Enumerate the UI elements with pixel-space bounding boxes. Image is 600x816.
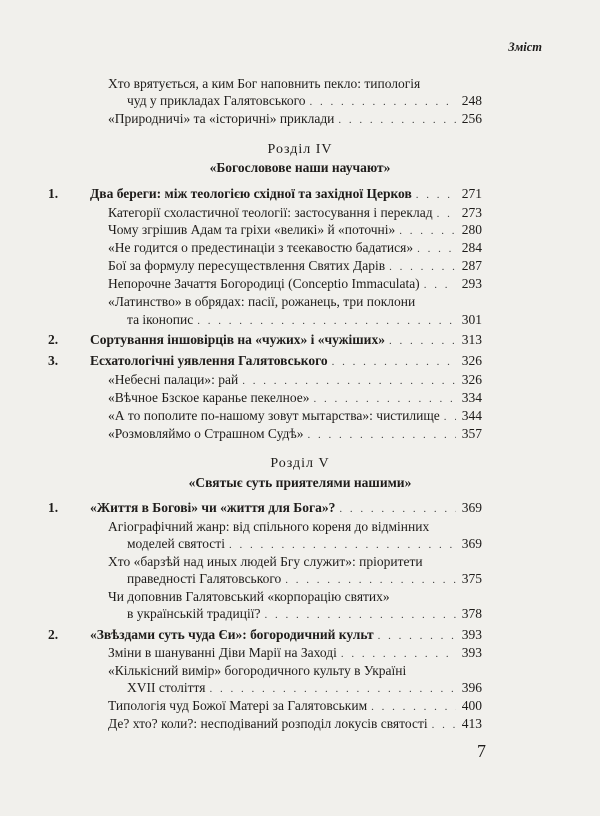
page-number: 301 [461,312,482,327]
page-number: 287 [461,258,482,273]
toc-entry-line: Хто врятується, а ким Бог наповнить пекло: типологія [108,76,421,91]
page-number: 248 [461,93,482,108]
page-number: 375 [461,571,482,586]
toc-entry: Чому згрішив Адам та гріхи «великі» й «поточні» . . . 280 [108,222,482,239]
toc-entry: та іконопис . . . 301 [127,312,482,329]
toc-section: 3. Есхатологічні уявлення Галятовського . . . 326 [90,353,482,370]
toc-entry-line: Агіографічний жанр: від спільного кореня до відмінних [108,519,430,534]
page-number: 357 [461,426,482,441]
page-number: 313 [461,332,482,347]
toc-entry: праведності Галятовського . . . 375 [127,571,482,588]
toc-entry: Типологія чуд Божої Матері за Галятовським . . . 400 [108,698,482,715]
page-number: 334 [461,390,482,405]
toc-section: 1. Два береги: між теологією східної та західної Церков . . . 271 [90,186,482,203]
toc-entry: Зміни в шануванні Діви Марії на Заході . . . 393 [108,645,482,662]
toc-entry-line: «Кількісний вимір» богородичного культу в Україні [108,663,407,678]
part-label: Розділ IV [267,142,333,157]
section-number: 2. [48,627,59,642]
section-number: 1. [48,500,59,515]
page-number: 369 [461,536,482,551]
toc-section: 2. Сортування іншовірців на «чужих» і «чужіших» . . . 313 [90,332,482,349]
toc-entry: Де? хто? коли?: несподіваний розподіл локусів святості . . . 413 [108,716,482,733]
section-number: 2. [48,332,59,347]
page-number: 369 [461,500,482,515]
page-number: 280 [461,222,482,237]
section-number: 3. [48,353,59,368]
toc-section: 1. «Життя в Богові» чи «життя для Бога»? . . . 369 [90,500,482,517]
toc-entry-line: Чи доповнив Галятовський «корпорацію святих» [108,589,390,604]
page-number: 271 [461,186,482,201]
toc-entry: XVII століття . . . 396 [127,680,482,697]
page-number: 393 [461,645,482,660]
folio-page-number: 7 [477,741,486,761]
toc-section: 2. «Звѣздами суть чуда Єи»: богородичний культ . . . 393 [90,627,482,644]
part-title: «Богословове наши научают» [209,160,391,175]
page-number: 326 [461,372,482,387]
running-head: Зміст [508,40,542,54]
toc-entry: Бої за формулу пересуществлення Святих Дарів . . . 287 [108,258,482,275]
toc-entry: моделей святості . . . 369 [127,536,482,553]
page-number: 413 [461,716,482,731]
toc-entry-line: Хто «барзѣй над иных людей Бгу служит»: пріоритети [108,554,423,569]
toc-entry: чуд у прикладах Галятовського . . . 248 [127,93,482,110]
part-label: Розділ V [270,456,330,471]
toc-entry: Категорії схоластичної теології: застосування і переклад . . . 273 [108,205,482,222]
toc-entry: «Природничі» та «історичні» приклади . . . 256 [108,111,482,128]
page-number: 378 [461,606,482,621]
page-number: 284 [461,240,482,255]
toc-entry: «Розмовляймо о Страшном Судѣ» . . . 357 [108,426,482,443]
toc-entry: «Вѣчное Бзское каранье пекелное» . . . 334 [108,390,482,407]
page-number: 344 [461,408,482,423]
toc-entry: «Небесні палаци»: рай . . . 326 [108,372,482,389]
section-number: 1. [48,186,59,201]
toc-entry: «А то пополите по-нашому зовут мытарства»: чистилище . . . 344 [108,408,482,425]
page-number: 393 [461,627,482,642]
toc-entry: «Не годится о предестинаціи з тєекавостю бадатися» . . . 284 [108,240,482,257]
toc-entry: в українській традиції? . . . 378 [127,606,482,623]
page-number: 400 [461,698,482,713]
page-number: 273 [461,205,482,220]
page-number: 396 [461,680,482,695]
toc-entry: Непорочне Зачаття Богородиці (Conceptio Immaculata) . . . 293 [108,276,482,293]
page-number: 293 [461,276,482,291]
toc-entry-line: «Латинство» в обрядах: пасії, рожанець, три поклони [108,294,416,309]
page-number: 256 [461,111,482,126]
part-title: «Святыє суть приятелями нашими» [188,475,412,490]
page-number: 326 [461,353,482,368]
